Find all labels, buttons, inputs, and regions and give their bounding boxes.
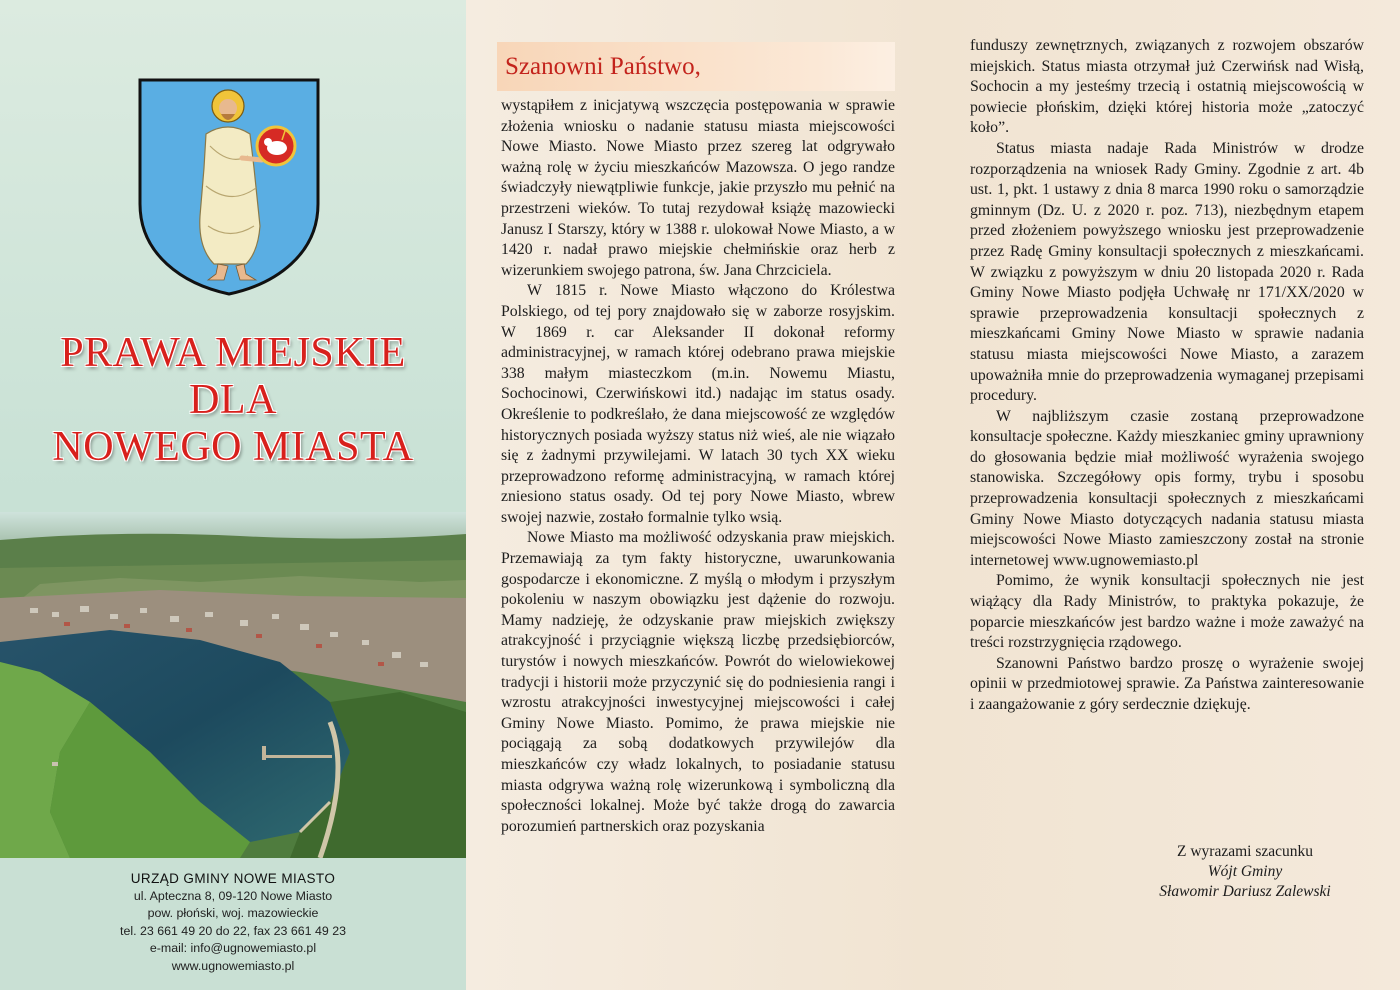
title-line-1: PRAWA MIEJSKIE (60, 330, 406, 376)
paragraph: Status miasta nadaje Rada Ministrów w drodze rozporządzenia na wniosek Rady Gminy. Zgodnie z art. 4b ust. 1, pkt. 1 ustawy z dnia 8 marca 1990 roku o samorządzie gminnym (Dz. U. z 2020 r. poz. 713), niezbędnym etapem przed złożeniem powyższego wniosku jest przeprowadzenie przez Radę Gminy konsultacji społecznych z mieszkańcami. W związku z powyższym w dniu 20 listopada 2020 r. Rada Gminy Nowe Miasto podjęła Uchwałę nr 171/XX/2020 w sprawie przeprowadzenia konsultacji społecznych z mieszkańcami Gminy Nowe Miasto w sprawie nadania statusu miasta miejscowości Nowe Miasto, a zarazem upoważniła mnie do przeprowadzenia wymaganej przepisami procedury. (970, 139, 1364, 405)
paragraph: wystąpiłem z inicjatywą wszczęcia postępowania w sprawie złożenia wniosku o nadanie statusu miasta miejscowości Nowe Miasto. Nowe Miasto przez szereg lat odgrywało ważną rolę w życiu mieszkańców Mazowsza. O jego randze świadczyły niewątpliwie funkcje, jakie przyszło mu pełnić na przestrzeni wieków. To tutaj rezydował książę mazowiecki Janusz I Starszy, który w 1388 r. ulokował Nowe Miasto, a w 1420 r. nadał prawo miejskie chełmińskie oraz herb z wizerunkiem swojego patrona, św. Jana Chrzciciela. (501, 97, 895, 279)
paragraph: funduszy zewnętrznych, związanych z rozwojem obszarów miejskich. Status miasta otrzymał już Czerwińsk nad Wisłą, Sochocin a my jesteśmy trzecią i ostatnią miejscowością w powiecie płońskim, dzięki której historia może „zatoczyć koło”. (970, 37, 1364, 137)
text-column-2 (970, 36, 1364, 716)
greeting-heading: Szanowni Państwo, (497, 42, 895, 91)
office-phone: tel. 23 661 49 20 do 22, fax 23 661 49 23 (120, 923, 346, 938)
office-website: www.ugnowemiasto.pl (171, 958, 295, 973)
office-address: ul. Apteczna 8, 09-120 Nowe Miasto (133, 888, 333, 903)
office-name: URZĄD GMINY NOWE MIASTO (130, 871, 336, 886)
paragraph: Szanowni Państwo bardzo proszę o wyrażenie swojej opinii w przedmiotowej sprawie. Za Państwa zainteresowanie i zaangażowanie z góry serdecznie dziękuję. (970, 654, 1364, 713)
coat-of-arms-icon (136, 76, 322, 298)
page-title (0, 330, 466, 471)
office-district: pow. płoński, woj. mazowieckie (147, 906, 319, 920)
office-contact (0, 870, 466, 975)
title-line-3: NOWEGO MIASTA (52, 424, 414, 470)
aerial-photo (0, 512, 466, 858)
paragraph: W najbliższym czasie zostaną przeprowadzone konsultacje społeczne. Każdy mieszkaniec gminy uprawniony do głosowania będzie miał możliwość wyrażenia swojego stanowiska. Szczegółowy opis formy, trybu i sposobu przeprowadzenia konsultacji społecznych z mieszkańcami Gminy Nowe Miasto dotyczących nadania statusu miasta miejscowości Nowe Miasto zamieszczony został na stronie internetowej www.ugnowemiasto.pl (970, 407, 1364, 569)
signature-block (1095, 842, 1395, 902)
closing-line: Z wyrazami szacunku (1177, 843, 1313, 860)
paragraph: Pomimo, że wynik konsultacji społecznych nie jest wiążący dla Rady Ministrów, to praktyka pokazuje, że poparcie mieszkańców jest bardzo ważne i może zaważyć na treści rozstrzygnięcia rządowego. (970, 572, 1364, 652)
paragraph: W 1815 r. Nowe Miasto włączono do Królestwa Polskiego, od tej pory znajdowało się w zaborze rosyjskim. W 1869 r. car Aleksander II dokonał reformy administracyjnej, w ramach której odebrano prawa miejskie 338 małym miasteczkom (m.in. Nowemu Miastu, Sochocinowi, Czerwińskowi itd.) nadając im status osady. Określenie to podkreślało, że dana miejscowość ze względów historycznych posiada wyższy status niż wieś, ale nie wiązało się z żadnymi przywilejami. W latach 30 tych XX wieku przeprowadzono reformę administracyjną, w ramach której zniesiono status osady. Od tej pory Nowe Miasto, wbrew swojej nazwie, zostało formalnie tylko wsią. (501, 282, 895, 526)
title-line-2: DLA (189, 377, 277, 423)
signer-role: Wójt Gminy (1207, 863, 1283, 880)
signer-name: Sławomir Dariusz Zalewski (1159, 883, 1331, 900)
left-panel (0, 0, 466, 990)
text-column-1 (501, 96, 895, 837)
office-email: e-mail: info@ugnowemiasto.pl (149, 941, 317, 955)
paragraph: Nowe Miasto ma możliwość odzyskania praw miejskich. Przemawiają za tym fakty historyczne, uwarunkowania gospodarcze i ekonomiczne. Z myślą o młodym i przyszłym pokoleniu w naszym obowiązku jest dążenie do rozwoju. Mamy nadzieję, że odzyskanie praw miejskich zwiększy atrakcyjność i przyciągnie większą liczbę przedsiębiorców, turystów i nowych mieszkańców. Powrót do wielowiekowej tradycji i historii może przyczynić się do podniesienia rangi i wzrostu atrakcyjności inwestycyjnej miejscowości i całej Gminy Nowe Miasto. Pomimo, że prawa miejskie nie pociągają za sobą dodatkowych przywilejów dla mieszkańców czy władz lokalnych, to posiadanie statusu miasta odgrywa ważną rolę wizerunkową i symboliczną dla społeczności lokalnej. Może być także drogą do zawarcia porozumień partnerskich oraz pozyskania (501, 529, 895, 835)
